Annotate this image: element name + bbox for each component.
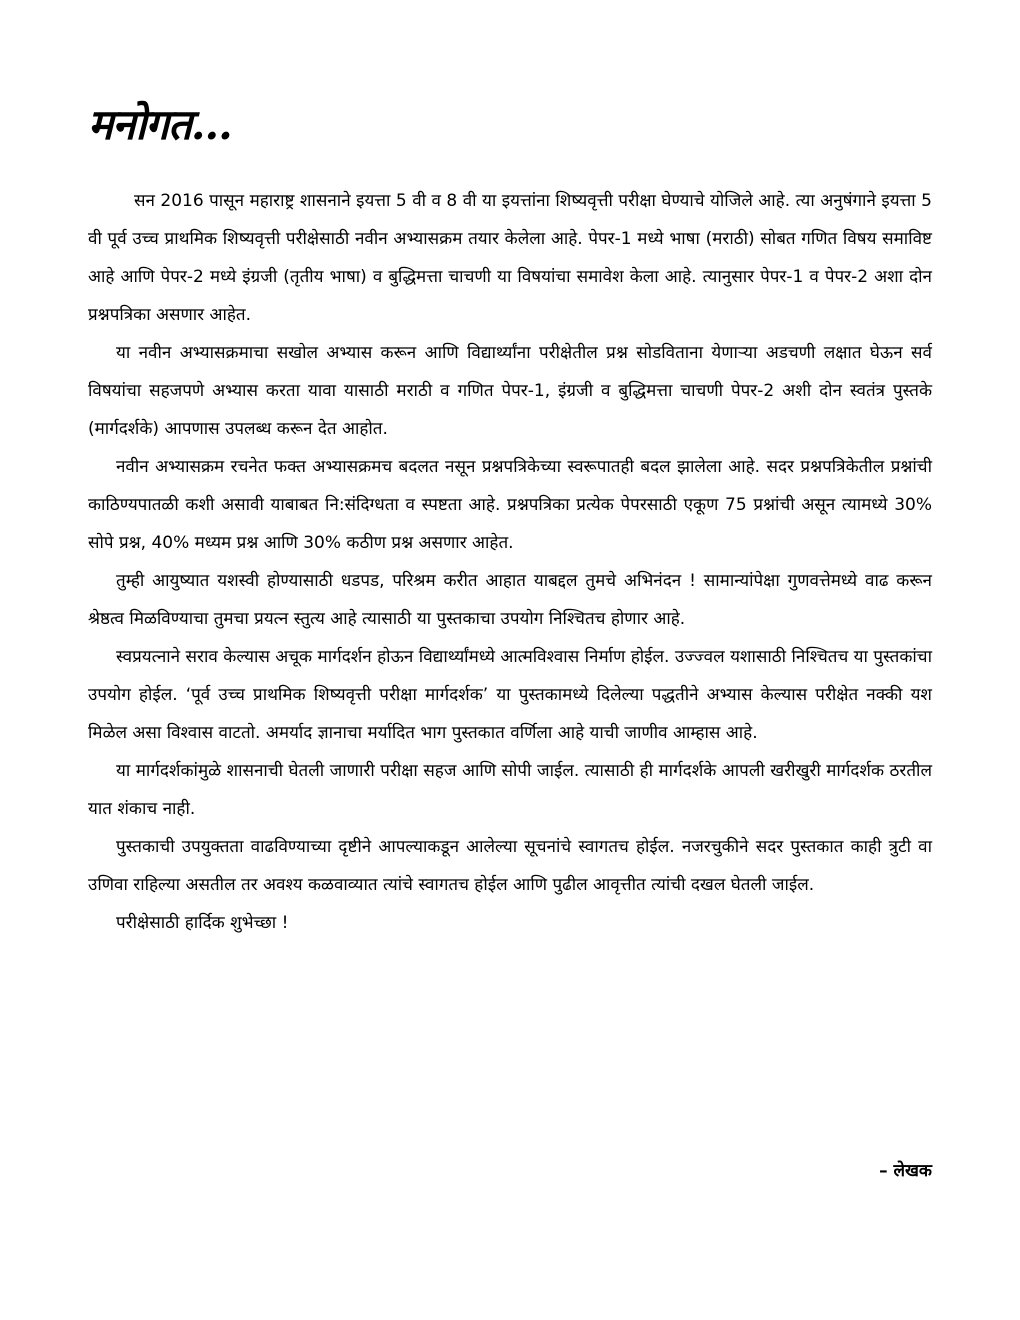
paragraph-4: तुम्ही आयुष्यात यशस्वी होण्यासाठी धडपड, परिश्रम करीत आहात याबद्दल तुमचे अभिनंदन ! सामान्यांपेक्षा गुणवत्तेमध्ये वाढ करून श्रेष्ठत्व मिळविण्याचा तुमचा प्रयत्न स्तुत्य आहे त्यासाठी या पुस्तकाचा उपयोग निश्चितच होणार आहे.: [88, 571, 932, 629]
paragraph-6: या मार्गदर्शकांमुळे शासनाची घेतली जाणारी परीक्षा सहज आणि सोपी जाईल. त्यासाठी ही मार्गदर्शके आपली खरीखुरी मार्गदर्शक ठरतील यात शंकाच नाही.: [88, 761, 932, 819]
paragraph-8: परीक्षेसाठी हार्दिक शुभेच्छा !: [116, 913, 289, 933]
document-body: [88, 182, 932, 942]
paragraph-5: स्वप्रयत्नाने सराव केल्यास अचूक मार्गदर्शन होऊन विद्यार्थ्यांमध्ये आत्मविश्वास निर्माण होईल. उज्ज्वल यशासाठी निश्चितच या पुस्तकांचा उपयोग होईल. ‘पूर्व उच्च प्राथमिक शिष्यवृत्ती परीक्षा मार्गदर्शक’ या पुस्तकामध्ये दिलेल्या पद्धतीने अभ्यास केल्यास परीक्षेत नक्की यश मिळेल असा विश्वास वाटतो. अमर्याद ज्ञानाचा मर्यादित भाग पुस्तकात वर्णिला आहे याची जाणीव आम्हास आहे.: [88, 647, 932, 743]
paragraph-3: नवीन अभ्यासक्रम रचनेत फक्त अभ्यासक्रमच बदलत नसून प्रश्नपत्रिकेच्या स्वरूपातही बदल झालेला आहे. सदर प्रश्नपत्रिकेतील प्रश्नांची काठिण्यपातळी कशी असावी याबाबत नि:संदिग्धता व स्पष्टता आहे. प्रश्नपत्रिका प्रत्येक पेपरसाठी एकूण 75 प्रश्नांची असून त्यामध्ये 30% सोपे प्रश्न, 40% मध्यम प्रश्न आणि 30% कठीण प्रश्न असणार आहेत.: [88, 457, 932, 553]
paragraph-2: या नवीन अभ्यासक्रमाचा सखोल अभ्यास करून आणि विद्यार्थ्यांना परीक्षेतील प्रश्न सोडविताना येणाऱ्या अडचणी लक्षात घेऊन सर्व विषयांचा सहजपणे अभ्यास करता यावा यासाठी मराठी व गणित पेपर-1, इंग्रजी व बुद्धिमत्ता चाचणी पेपर-2 अशी दोन स्वतंत्र पुस्तके (मार्गदर्शके) आपणास उपलब्ध करून देत आहोत.: [88, 343, 932, 439]
document-title: मनोगत...: [88, 100, 232, 149]
author-signature: – लेखक: [879, 1161, 932, 1181]
paragraph-7: पुस्तकाची उपयुक्तता वाढविण्याच्या दृष्टीने आपल्याकडून आलेल्या सूचनांचे स्वागतच होईल. नजरचुकीने सदर पुस्तकात काही त्रुटी वा उणिवा राहिल्या असतील तर अवश्य कळवाव्यात त्यांचे स्वागतच होईल आणि पुढील आवृत्तीत त्यांची दखल घेतली जाईल.: [88, 837, 932, 895]
paragraph-1: सन 2016 पासून महाराष्ट्र शासनाने इयत्ता 5 वी व 8 वी या इयत्तांना शिष्यवृत्ती परीक्षा घेण्याचे योजिले आहे. त्या अनुषंगाने इयत्ता 5 वी पूर्व उच्च प्राथमिक शिष्यवृत्ती परीक्षेसाठी नवीन अभ्यासक्रम तयार केलेला आहे. पेपर-1 मध्ये भाषा (मराठी) सोबत गणित विषय समाविष्ट आहे आणि पेपर-2 मध्ये इंग्रजी (तृतीय भाषा) व बुद्धिमत्ता चाचणी या विषयांचा समावेश केला आहे. त्यानुसार पेपर-1 व पेपर-2 अशा दोन प्रश्नपत्रिका असणार आहेत.: [88, 191, 932, 325]
